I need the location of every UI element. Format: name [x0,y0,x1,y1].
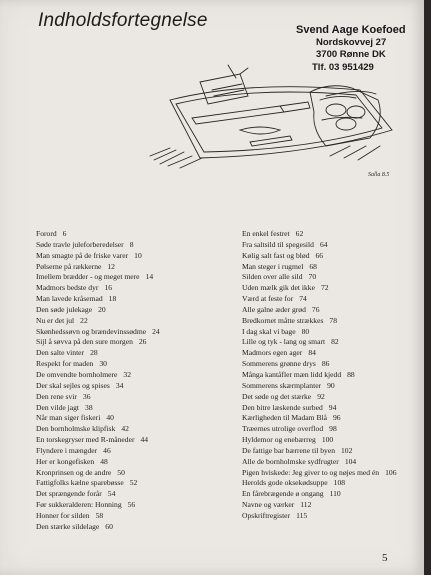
toc-entry-page: 88 [347,369,355,379]
toc-entry [36,327,236,338]
toc-entry-title: Kronprinsen og de andre [36,467,112,477]
toc-entry-page: 12 [107,261,115,271]
toc-entry-page: 104 [344,456,357,466]
toc-entry-title: I dag skal vi bage [242,326,296,336]
toc-entry [36,424,236,435]
toc-entry [242,348,424,359]
toc-entry [36,229,236,240]
toc-entry [242,370,424,381]
toc-entry-title: Skønhedssøvn og brændevinssødme [36,326,147,336]
toc-entry [36,446,236,457]
toc-entry-title: Flyndere i mængder [36,445,98,455]
toc-entry [242,262,424,273]
toc-entry [36,413,236,424]
toc-entry-title: Madmors bedste dyr [36,283,99,293]
toc-entry-title: Værd at feste for [242,294,294,304]
toc-entry [242,403,424,414]
toc-entry-title: De omvendte bornholmere [36,369,118,379]
toc-entry-page: 48 [100,456,108,466]
toc-entry-title: Det søde og det stærke [242,391,312,401]
toc-entry-title: Der skal sejles og spises [36,380,110,390]
toc-entry-page: 8 [129,239,134,249]
toc-entry-page: 18 [108,294,117,304]
toc-entry [242,413,424,424]
toc-entry-title: Uden mælk gik det ikke [242,283,315,293]
toc-entry-title: Træernes utrolige overflod [242,424,324,434]
toc-entry [242,316,424,327]
toc-entry-title: En torskegryser med R-måneder [36,435,135,445]
toc-entry-title: Den bornholmske klipfisk [36,424,116,434]
toc-entry [36,478,236,489]
toc-entry [36,381,236,392]
toc-entry [242,478,424,489]
toc-entry-page: 62 [295,229,304,238]
toc-entry-title: Her er kongefisken [36,456,95,466]
toc-entry-title: Forord [36,229,57,238]
toc-entry-title: Fattigfolks kælne sparebøsse [36,478,124,488]
toc-entry-title: Den vilde jagt [36,402,80,412]
toc-entry-page: 22 [80,315,88,325]
toc-entry-page: 26 [138,337,147,347]
toc-entry-page: 36 [82,391,91,401]
toc-entry-page: 28 [90,348,98,358]
toc-entry-page: 66 [315,250,324,260]
toc-entry [36,370,236,381]
toc-left-column [36,229,236,533]
toc-entry [36,316,236,327]
toc-entry [36,489,236,500]
toc-entry [242,500,424,511]
toc-entry [242,457,424,468]
toc-entry-title: Den bitre læskende surbed [242,402,323,412]
toc-entry [242,240,424,251]
toc-entry-title: Imellem brædder - og meget mere [36,272,140,282]
toc-entry-page: 30 [99,359,107,369]
toc-entry-title: Många kantåfler mæn lidd kjedd [242,369,342,379]
toc-entry [242,251,424,262]
toc-entry [242,283,424,294]
toc-entry-title: Lille og tyk - lang og smart [242,337,326,347]
toc-entry [36,392,236,403]
toc-entry [242,489,424,500]
toc-entry-page: 50 [117,467,125,477]
toc-entry [242,435,424,446]
toc-entry-title: Sommerens grønne drys [242,359,316,369]
toc-entry-page: 94 [328,402,337,412]
toc-entry-page: 68 [309,261,317,271]
toc-entry-title: Navne og værker [242,500,295,510]
toc-entry [36,294,236,305]
toc-entry-page: 38 [85,402,93,412]
toc-entry-title: Madmors egen ager [242,348,303,358]
toc-entry-title: Når man siger fiskeri [36,413,101,423]
toc-entry-page: 20 [98,304,106,314]
toc-entry [36,435,236,446]
toc-entry [36,337,236,348]
toc-entry-title: Kærligheden til Madam Blå [242,413,327,423]
toc-entry [36,240,236,251]
toc-entry [36,305,236,316]
toc-entry-page: 16 [104,283,113,293]
toc-entry-page: 60 [105,521,113,531]
toc-entry-title: De fattige bar bærrene til byen [242,445,335,455]
toc-entry-page: 84 [308,348,316,358]
toc-entry [36,468,236,479]
illustration-signature: Salla 8.5 [368,172,390,178]
toc-entry-page: 40 [106,413,114,423]
toc-entry-title: Pigen hviskede: Jeg giver to og nøjes med én [242,467,380,477]
toc-entry-page: 56 [127,500,136,510]
toc-entry [242,424,424,435]
toc-entry [36,348,236,359]
toc-entry-page: 102 [341,445,353,455]
toc-entry-title: Hyldemor og enebærreg [242,435,316,445]
stamp-city: 3700 Rønne DK [316,49,386,60]
toc-entry-title: Alle de bornholmske sydfrugter [242,456,339,466]
toc-entry-page: 74 [299,294,307,304]
toc-entry-title: Silden over alle sild [242,272,303,282]
toc-entry-title: Før sukkeralderen: Honning [36,500,122,510]
toc-entry [36,283,236,294]
toc-entry-page: 52 [129,478,138,488]
toc-entry [242,294,424,305]
toc-entry-page: 14 [145,272,154,282]
toc-entry-page: 80 [301,326,310,336]
toc-entry-title: Sijl å søvva på den sure morgen [36,337,133,347]
toc-entry-page: 106 [385,467,397,477]
toc-entry [242,446,424,457]
toc-entry-page: 6 [62,229,67,238]
toc-entry-page: 110 [329,489,341,499]
toc-right-column [242,229,424,522]
toc-entry-title: Alle galne æder grød [242,304,306,314]
toc-entry [242,359,424,370]
toc-entry-page: 44 [140,435,149,445]
toc-entry [242,468,424,479]
toc-entry-page: 72 [320,283,329,293]
toc-entry [242,337,424,348]
toc-entry-title: Den rene svir [36,391,77,401]
kitchen-tray-illustration [130,60,410,180]
toc-entry [242,272,424,283]
toc-entry [242,229,424,240]
toc-entry-page: 70 [308,272,317,282]
stamp-street: Nordskovvej 27 [316,36,387,48]
toc-entry-title: Respekt for maden [36,359,94,369]
toc-entry [242,511,424,522]
toc-entry-title: Opskriftregister [242,510,291,520]
toc-entry-title: Honner for silden [36,510,90,520]
toc-entry-title: Kølig salt fast og blød [242,250,310,260]
toc-entry-title: Den stærke sildelage [36,521,100,531]
toc-entry-page: 76 [311,304,320,314]
toc-entry [242,327,424,338]
toc-entry [36,457,236,468]
toc-entry [36,500,236,511]
toc-entry-title: Herolds gode oksekødsuppe [242,478,328,488]
toc-entry [242,305,424,316]
toc-entry-page: 34 [115,380,124,390]
stamp-phone: Tlf. 03 951429 [312,61,374,73]
toc-entry-title: En fårebrægende ø ongang [242,489,324,499]
toc-entry-page: 54 [107,489,116,499]
toc-entry-title: Fra saltsild til spegesild [242,239,314,249]
toc-entry [36,511,236,522]
toc-entry-page: 64 [319,239,328,249]
toc-entry-title: Det sprængende forår [36,489,102,499]
toc-entry-page: 98 [329,424,337,434]
toc-entry-title: Man steger i rugmel [242,261,304,271]
toc-entry-page: 108 [333,478,346,488]
toc-entry-title: Den salte vinter [36,348,85,358]
toc-entry-page: 32 [123,369,131,379]
toc-entry-page: 92 [317,391,325,401]
toc-entry-title: Pølserne på rækkerne [36,261,102,271]
toc-entry-page: 112 [300,500,312,510]
toc-entry [36,359,236,370]
toc-entry-page: 46 [103,445,111,455]
toc-entry-page: 90 [327,380,335,390]
toc-entry-title: Nu er det jul [36,315,75,325]
toc-entry-page: 24 [152,326,160,336]
toc-entry-title: Sommerens skærmplanter [242,380,322,390]
toc-entry-page: 10 [134,250,142,260]
toc-entry-page: 115 [296,510,308,520]
toc-entry [36,251,236,262]
toc-entry [36,272,236,283]
toc-entry [242,381,424,392]
toc-entry [242,392,424,403]
toc-entry [36,403,236,414]
toc-entry [36,522,236,533]
toc-entry-page: 78 [329,315,337,325]
toc-entry-title: En enkel festret [242,229,290,238]
page-number: 5 [382,552,388,564]
toc-entry-page: 100 [321,435,334,445]
toc-entry-title: Bredkornet måtte strækkes [242,315,324,325]
toc-entry-title: Man lavede kråsemad [36,294,103,304]
toc-entry-title: Man smagte på de friske varer [36,250,129,260]
toc-entry-page: 96 [333,413,341,423]
toc-entry-title: Den søde julekage [36,304,93,314]
toc-entry-page: 82 [331,337,339,347]
toc-entry-page: 58 [95,510,104,520]
toc-entry-page: 42 [121,424,129,434]
page-heading: Indholdsfortegnelse [38,10,208,31]
toc-entry-title: Søde travle juleforberedelser [36,239,124,249]
stamp-name: Svend Aage Koefoed [296,24,406,36]
toc-entry [36,262,236,273]
toc-entry-page: 86 [321,359,330,369]
